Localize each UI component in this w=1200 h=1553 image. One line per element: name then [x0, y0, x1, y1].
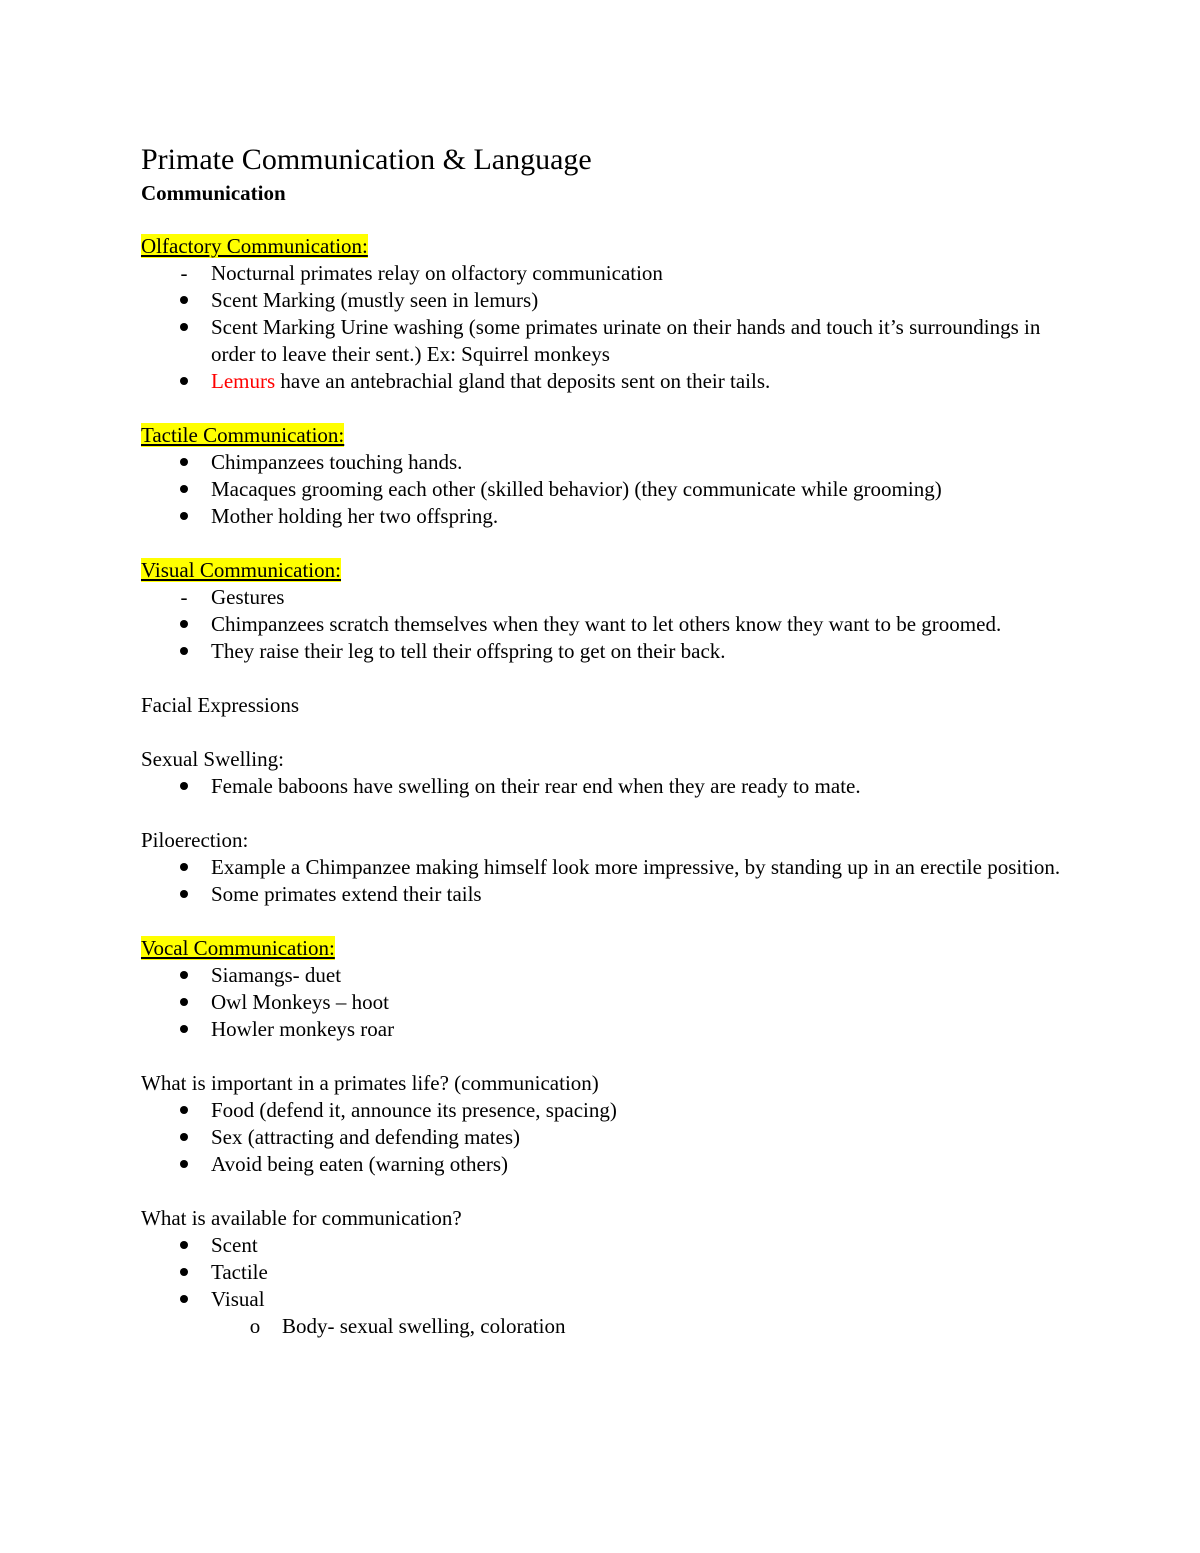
list-item: Chimpanzees touching hands.	[141, 449, 1061, 476]
bullet-icon	[174, 476, 194, 503]
list-item: Owl Monkeys – hoot	[141, 989, 1061, 1016]
dash-marker: -	[180, 261, 188, 285]
bullet-icon	[174, 1259, 194, 1286]
sexual-heading: Sexual Swelling:	[141, 747, 284, 771]
list-item: Food (defend it, announce its presence, spacing)	[141, 1097, 1061, 1124]
available-heading: What is available for communication?	[141, 1206, 462, 1230]
bullet-icon	[174, 638, 194, 665]
page-subtitle: Communication	[141, 181, 286, 205]
bullet-icon	[174, 881, 194, 908]
bullet-icon	[174, 1016, 194, 1043]
list-item: They raise their leg to tell their offspring to get on their back.	[141, 638, 1061, 665]
facial-heading: Facial Expressions	[141, 693, 300, 717]
document-page	[141, 140, 1061, 1340]
visual-list	[141, 584, 1061, 665]
olfactory-list	[141, 260, 1061, 395]
list-item: Visual	[141, 1286, 1061, 1313]
sub-list-item: o Body- sexual swelling, coloration	[141, 1313, 1061, 1340]
bullet-icon	[174, 449, 194, 476]
visual-heading: Visual Communication:	[141, 558, 341, 582]
lemurs-word: Lemurs	[211, 369, 276, 393]
bullet-icon	[174, 611, 194, 638]
list-item: Siamangs- duet	[141, 962, 1061, 989]
list-item: Female baboons have swelling on their rear end when they are ready to mate.	[141, 773, 1061, 800]
bullet-icon	[174, 1232, 194, 1259]
available-list	[141, 1232, 1061, 1313]
list-item: Sex (attracting and defending mates)	[141, 1124, 1061, 1151]
important-list	[141, 1097, 1061, 1178]
bullet-icon	[174, 287, 194, 314]
list-item: - Gestures	[141, 584, 1061, 611]
available-sublist	[141, 1313, 1061, 1340]
dash-marker: -	[180, 585, 188, 609]
tactile-list	[141, 449, 1061, 530]
page-title: Primate Communication & Language	[141, 143, 592, 176]
bullet-icon	[174, 1286, 194, 1313]
bullet-icon	[174, 368, 194, 395]
bullet-icon	[174, 1124, 194, 1151]
bullet-icon	[174, 314, 194, 341]
list-item: Macaques grooming each other (skilled behavior) (they communicate while grooming)	[141, 476, 1061, 503]
hollow-bullet-icon: o	[249, 1314, 261, 1338]
list-item: - Nocturnal primates relay on olfactory communication	[141, 260, 1061, 287]
bullet-icon	[174, 1151, 194, 1178]
bullet-icon	[174, 773, 194, 800]
bullet-icon	[174, 854, 194, 881]
bullet-icon	[174, 503, 194, 530]
list-item: Mother holding her two offspring.	[141, 503, 1061, 530]
bullet-icon	[174, 989, 194, 1016]
list-item: Some primates extend their tails	[141, 881, 1061, 908]
list-item: Example a Chimpanzee making himself look more impressive, by standing up in an erectile position.	[141, 854, 1061, 881]
bullet-icon	[174, 962, 194, 989]
list-item: Scent	[141, 1232, 1061, 1259]
sexual-list	[141, 773, 1061, 800]
vocal-heading: Vocal Communication:	[141, 936, 335, 960]
list-item: Chimpanzees scratch themselves when they want to let others know they want to be groomed.	[141, 611, 1061, 638]
pilo-heading: Piloerection:	[141, 828, 249, 852]
olfactory-heading: Olfactory Communication:	[141, 234, 368, 258]
list-item: Scent Marking Urine washing (some primates urinate on their hands and touch it’s surroundings in order to leave their sent.) Ex: Squirrel monkeys	[141, 314, 1061, 368]
tactile-heading: Tactile Communication:	[141, 423, 345, 447]
list-item: Howler monkeys roar	[141, 1016, 1061, 1043]
list-item: Lemurs have an antebrachial gland that deposits sent on their tails.	[141, 368, 1061, 395]
list-item: Tactile	[141, 1259, 1061, 1286]
list-item: Scent Marking (mustly seen in lemurs)	[141, 287, 1061, 314]
bullet-icon	[174, 1097, 194, 1124]
pilo-list	[141, 854, 1061, 908]
important-heading: What is important in a primates life? (communication)	[141, 1071, 599, 1095]
list-item: Avoid being eaten (warning others)	[141, 1151, 1061, 1178]
vocal-list	[141, 962, 1061, 1043]
